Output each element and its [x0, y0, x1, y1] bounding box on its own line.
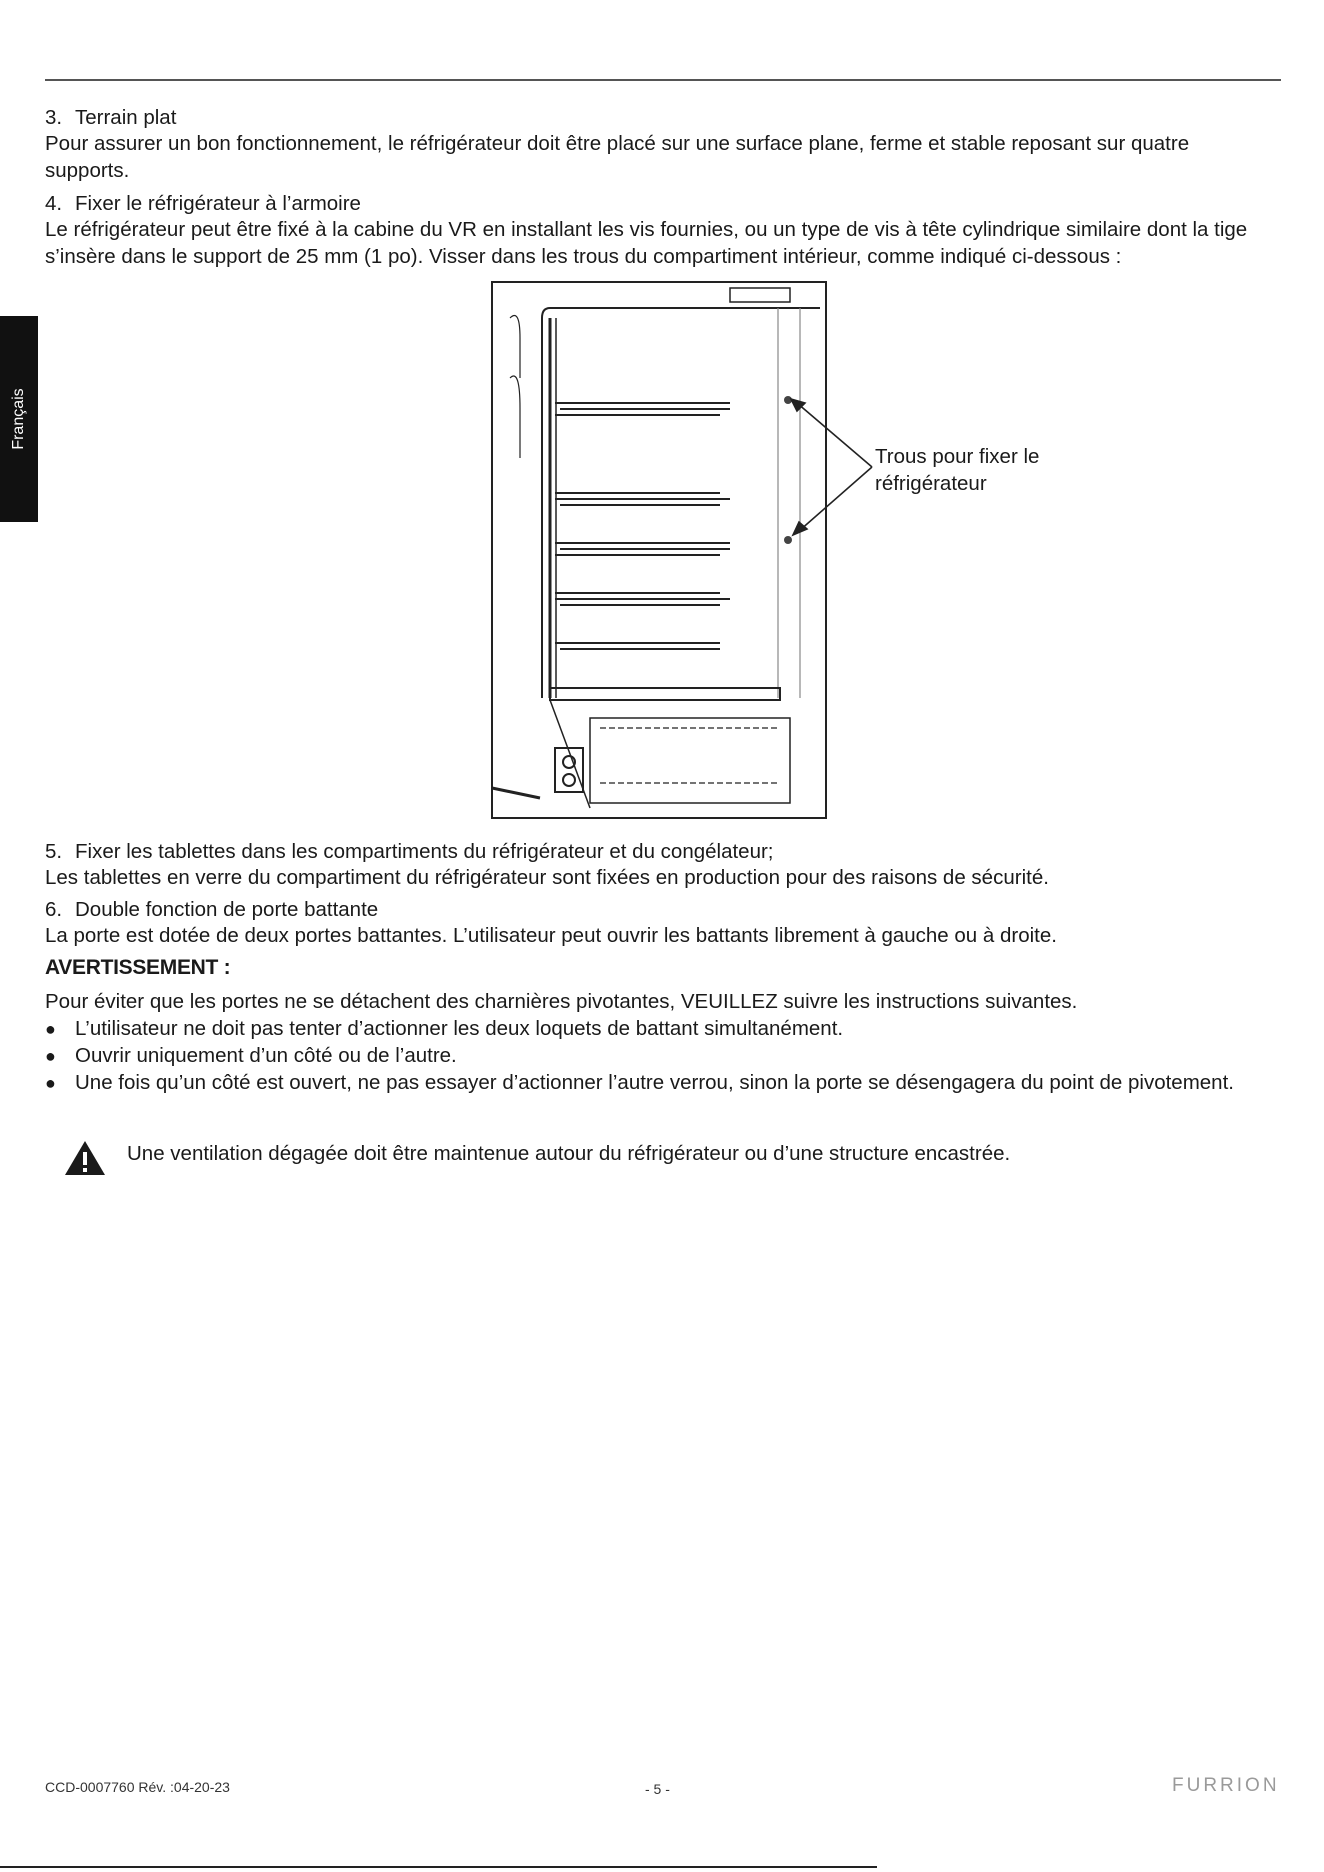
bullet-text: Une fois qu’un côté est ouvert, ne pas essayer d’actionner l’autre verrou, sinon la porte se désengagera du point de pivotement.: [75, 1071, 1234, 1094]
callout-line-2: réfrigérateur: [875, 472, 987, 495]
section-4-body: Le réfrigérateur peut être fixé à la cabine du VR en installant les vis fournies, ou un type de vis à tête cylindrique similaire dont la tige s’insère dans le support de 25 mm (1 po). Visser dans les trous du compartiment intérieur, comme indiqué ci-dessous :: [45, 218, 1248, 268]
bullet-text: L’utilisateur ne doit pas tenter d’actionner les deux loquets de battant simultanément.: [75, 1017, 844, 1040]
section-3-body: Pour assurer un bon fonctionnement, le réfrigérateur doit être placé sur une surface plane, ferme et stable reposant sur quatre supports.: [45, 132, 1190, 182]
section-4-number: 4.: [45, 192, 63, 215]
warning-bullet: [45, 1042, 457, 1070]
header-rule: [45, 79, 1281, 81]
bullet-symbol: ●: [45, 1073, 56, 1093]
section-3-number: 3.: [45, 106, 63, 129]
callout-arrows: [785, 395, 885, 540]
ventilation-notice: [63, 1138, 1263, 1178]
section-5-number: 5.: [45, 840, 63, 863]
document-code: CCD-0007760 Rév. :04-20-23: [45, 1779, 230, 1795]
section-4-heading: [45, 190, 1285, 217]
warning-triangle-icon: [63, 1138, 107, 1178]
ventilation-notice-text: Une ventilation dégagée doit être maintenue autour du réfrigérateur ou d’une structure encastrée.: [127, 1142, 1011, 1165]
language-tab: [0, 316, 38, 522]
bullet-symbol: ●: [45, 1019, 56, 1039]
section-6-number: 6.: [45, 898, 63, 921]
section-5-body: Les tablettes en verre du compartiment du réfrigérateur sont fixées en production pour des raisons de sécurité.: [45, 866, 1049, 889]
section-3-heading: [45, 104, 1285, 131]
warning-bullet: [45, 1015, 843, 1043]
page-number: - 5 -: [645, 1781, 670, 1797]
bullet-text: Ouvrir uniquement d’un côté ou de l’autre.: [75, 1044, 457, 1067]
warning-intro: Pour éviter que les portes ne se détachent des charnières pivotantes, VEUILLEZ suivre les instructions suivantes.: [45, 990, 1078, 1013]
section-6-title: Double fonction de porte battante: [75, 898, 379, 921]
refrigerator-cross-section-diagram: [490, 278, 830, 820]
warning-title: AVERTISSEMENT :: [45, 956, 231, 979]
warning-bullet: [45, 1069, 1234, 1097]
section-3-title: Terrain plat: [75, 106, 177, 129]
section-6-heading: [45, 896, 1285, 923]
footer-rule: [0, 1866, 877, 1868]
section-5-heading: [45, 838, 1285, 865]
mounting-holes-callout: [875, 443, 1095, 497]
callout-line-1: Trous pour fixer le: [875, 445, 1040, 468]
section-6-body: La porte est dotée de deux portes battantes. L’utilisateur peut ouvrir les battants librement à gauche ou à droite.: [45, 924, 1057, 947]
section-5-title: Fixer les tablettes dans les compartiments du réfrigérateur et du congélateur;: [75, 840, 774, 863]
language-tab-label: Français: [10, 388, 27, 450]
section-4-title: Fixer le réfrigérateur à l’armoire: [75, 192, 361, 215]
bullet-symbol: ●: [45, 1046, 56, 1066]
brand-logo: FURRION: [1172, 1775, 1280, 1796]
